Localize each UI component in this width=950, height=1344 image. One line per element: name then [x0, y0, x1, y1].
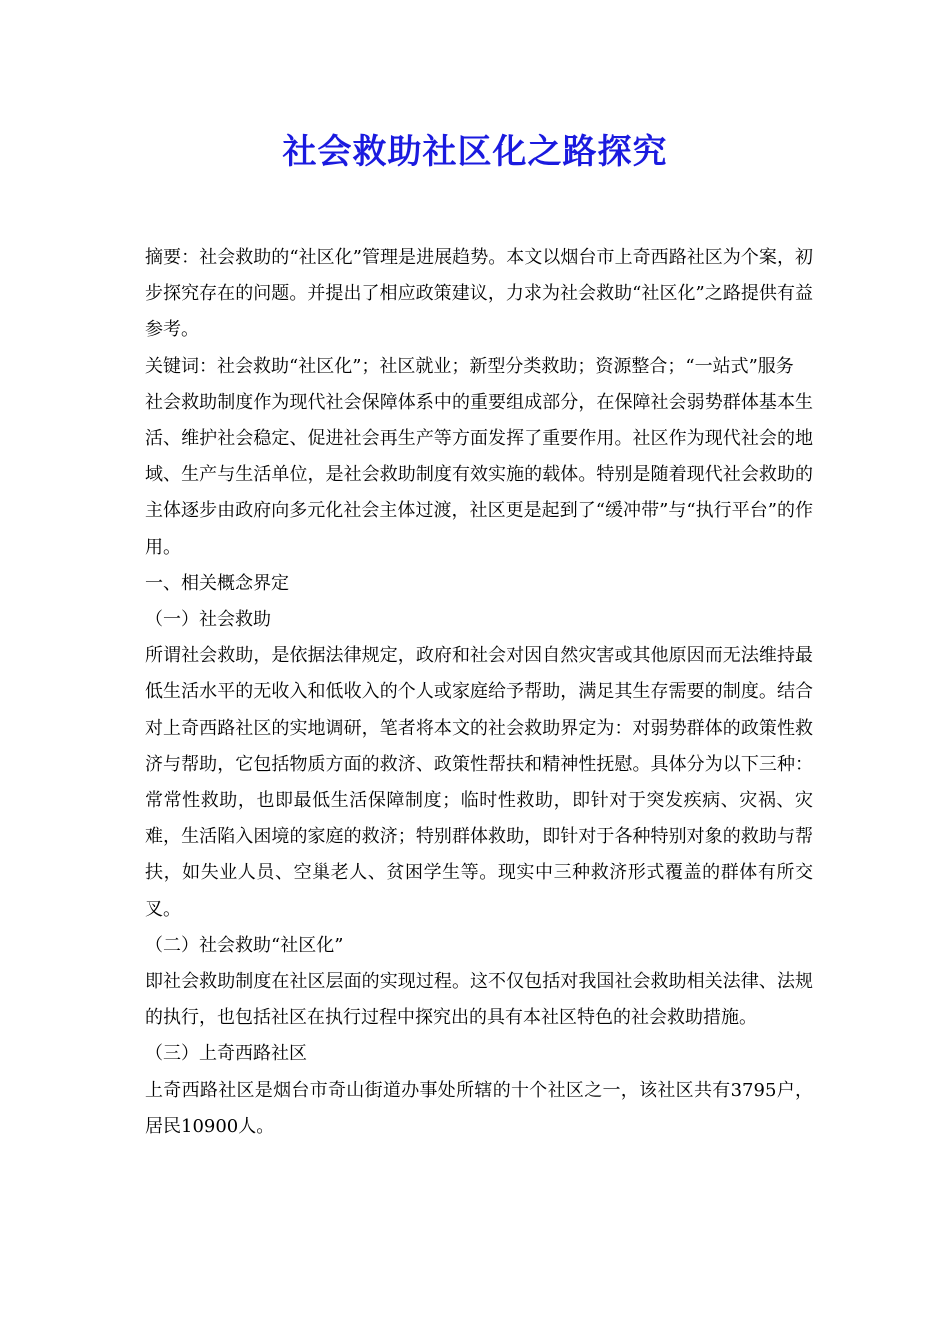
body-paragraph: 所谓社会救助，是依据法律规定，政府和社会对因自然灾害或其他原因而无法维持最低生活水平的无收入和低收入的个人或家庭给予帮助，满足其生存需要的制度。结合对上奇西路社区的实地调研，笔者将本文的社会救助界定为：对弱势群体的政策性救济与帮助，它包括物质方面的救济、政策性帮扶和精神性抚慰。具体分为以下三种：常常性救助，也即最低生活保障制度；临时性救助，即针对于突发疾病、灾祸、灾难，生活陷入困境的家庭的救济；特别群体救助，即针对于各种特别对象的救助与帮扶，如失业人员、空巢老人、贫困学生等。现实中三种救济形式覆盖的群体有所交叉。	[145, 645, 813, 920]
subsection-heading-1-3: （三）上奇西路社区	[145, 1043, 307, 1065]
document-title: 社会救助社区化之路探究	[282, 132, 668, 172]
section-heading-1: 一、相关概念界定	[145, 572, 289, 594]
document-body	[145, 240, 813, 1145]
subsection-heading-1-1: （一）社会救助	[145, 609, 271, 631]
keywords-paragraph: 关键词：社会救助“社区化”；社区就业；新型分类救助；资源整合；“一站式”服务	[145, 355, 794, 377]
subsection-heading-1-2: （二）社会救助“社区化”	[145, 934, 344, 956]
intro-paragraph: 社会救助制度作为现代社会保障体系中的重要组成部分，在保障社会弱势群体基本生活、维护社会稳定、促进社会再生产等方面发挥了重要作用。社区作为现代社会的地域、生产与生活单位，是社会救助制度有效实施的载体。特别是随着现代社会救助的主体逐步由政府向多元化社会主体过渡，社区更是起到了“缓冲带”与“执行平台”的作用。	[145, 391, 813, 558]
body-paragraph: 上奇西路社区是烟台市奇山街道办事处所辖的十个社区之一，该社区共有3795户，居民10900人。	[145, 1079, 813, 1137]
body-paragraph: 即社会救助制度在社区层面的实现过程。这不仅包括对我国社会救助相关法律、法规的执行，也包括社区在执行过程中探究出的具有本社区特色的社会救助措施。	[145, 971, 813, 1029]
abstract-paragraph: 摘要：社会救助的“社区化”管理是进展趋势。本文以烟台市上奇西路社区为个案，初步探究存在的问题。并提出了相应政策建议，力求为社会救助“社区化”之路提供有益参考。	[145, 247, 813, 341]
